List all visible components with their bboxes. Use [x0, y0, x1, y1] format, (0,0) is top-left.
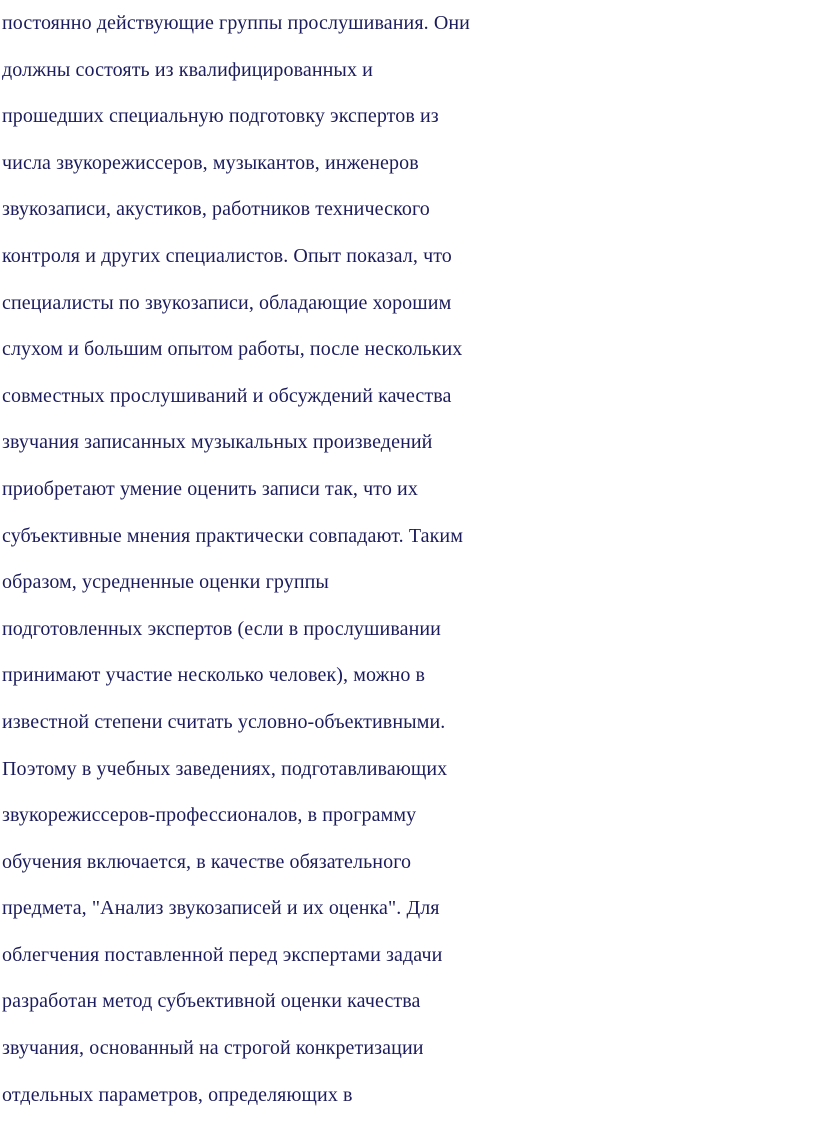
- text-line: звучания, основанный на строгой конкретизации: [2, 1037, 424, 1060]
- text-line: субъективные мнения практически совпадают. Таким: [2, 524, 463, 547]
- text-line: разработан метод субъективной оценки качества: [2, 990, 421, 1013]
- text-line: облегчения поставленной перед экспертами задачи: [2, 943, 443, 966]
- text-line: числа звукорежиссеров, музыкантов, инженеров: [2, 151, 419, 174]
- text-line: приобретают умение оценить записи так, что их: [2, 477, 418, 500]
- text-line: должны состоять из квалифицированных и: [2, 58, 373, 81]
- text-line: подготовленных экспертов (если в прослушивании: [2, 617, 441, 640]
- text-line: образом, усредненные оценки группы: [2, 571, 329, 594]
- text-line: контроля и других специалистов. Опыт показал, что: [2, 244, 452, 267]
- text-line: Поэтому в учебных заведениях, подготавливающих: [2, 757, 448, 780]
- text-line: прошедших специальную подготовку экспертов из: [2, 105, 439, 128]
- text-line: слухом и большим опытом работы, после нескольких: [2, 338, 463, 361]
- text-line: совместных прослушиваний и обсуждений качества: [2, 384, 452, 407]
- text-line: отдельных параметров, определяющих в: [2, 1083, 353, 1106]
- text-line: постоянно действующие группы прослушивания. Они: [2, 12, 470, 34]
- text-line: звукорежиссеров-профессионалов, в программу: [2, 804, 417, 827]
- body-text: [2, 0, 816, 1118]
- text-line: известной степени считать условно-объективными.: [2, 710, 446, 733]
- text-line: предмета, "Анализ звукозаписей и их оценка". Для: [2, 897, 440, 920]
- text-line: принимают участие несколько человек), можно в: [2, 664, 426, 687]
- text-line: обучения включается, в качестве обязательного: [2, 850, 412, 873]
- text-line: специалисты по звукозаписи, обладающие хорошим: [2, 291, 452, 314]
- text-line: звучания записанных музыкальных произведений: [2, 431, 433, 454]
- text-line: звукозаписи, акустиков, работников технического: [2, 198, 430, 221]
